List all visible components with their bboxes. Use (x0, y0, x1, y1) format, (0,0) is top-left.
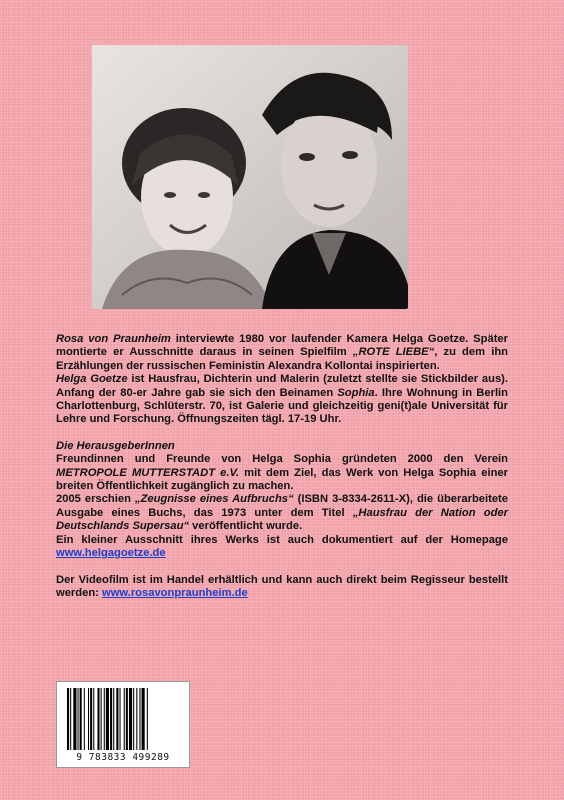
author-name: Rosa von Praunheim (56, 333, 171, 345)
cover-photo (92, 45, 408, 309)
paragraph-homepage: Ein kleiner Ausschnitt ihres Werks ist auch dokumentiert auf der Homepage www.helgagoetze.de (56, 533, 508, 560)
paragraph-video: Der Videofilm ist im Handel erhältlich und kann auch direkt beim Regisseur bestellt werden: www.rosavonpraunheim.de (56, 573, 508, 599)
back-cover-text (56, 333, 508, 600)
photo-illustration (92, 45, 408, 309)
film-title: „ROTE LIEBE“ (352, 346, 435, 359)
barcode-number: 9 783833 499289 (76, 752, 170, 763)
isbn-barcode (56, 681, 190, 768)
paragraph-film: Rosa von Praunheim interviewte 1980 vor laufender Kamera Helga Goetze. Später montierte er Ausschnitte daraus in seinen Spielfilm „ROTE LIEBE“, zu dem ihn Erzählungen der russischen Feministin Alexandra Kollontai inspirierten. (56, 333, 509, 372)
paragraph-association: Freundinnen und Freunde von Helga Sophia gründeten 2000 den Verein METROPOLE MUTTERSTADT e.V. mit dem Ziel, das Werk von Helga Sophia einer breiten Öffentlichkeit zugänglich zu machen. (56, 453, 508, 493)
helga-name: Helga Goetze (56, 373, 128, 386)
paragraph-book: 2005 erschien „Zeugnisse eines Aufbruchs“ (ISBN 3-8334-2611-X), die überarbeitete Ausgabe eines Buchs, das 1973 unter dem Titel „Hausfrau der Nation oder Deutschlands Supersau“ veröffentlicht wurde. (56, 493, 508, 533)
director-link[interactable]: www.rosavonpraunheim.de (102, 586, 248, 599)
section-heading-publishers: Die HerausgeberInnen (56, 439, 175, 452)
book-title: „Zeugnisse eines Aufbruchs“ (134, 493, 294, 506)
homepage-link[interactable]: www.helgagoetze.de (56, 547, 166, 560)
association-name: METROPOLE MUTTERSTADT e.V. (56, 466, 240, 479)
original-book-title: „Hausfrau der Nation oder Deutschlands Supersau“ (56, 506, 508, 533)
paragraph-helga: Helga Goetze ist Hausfrau, Dichterin und Malerin (zuletzt stellte sie Stickbilder aus). Anfang der 80-er Jahre gab sie sich den Beinamen Sophia. Ihre Wohnung in Berlin Charlottenburg, Schlüterstr. 70, ist Galerie und gleichzeitig geni(t)ale Universität für Lehre und Forschung. Öffnungszeiten tägl. 17-19 Uhr. (56, 373, 508, 426)
barcode-bars (67, 688, 179, 750)
